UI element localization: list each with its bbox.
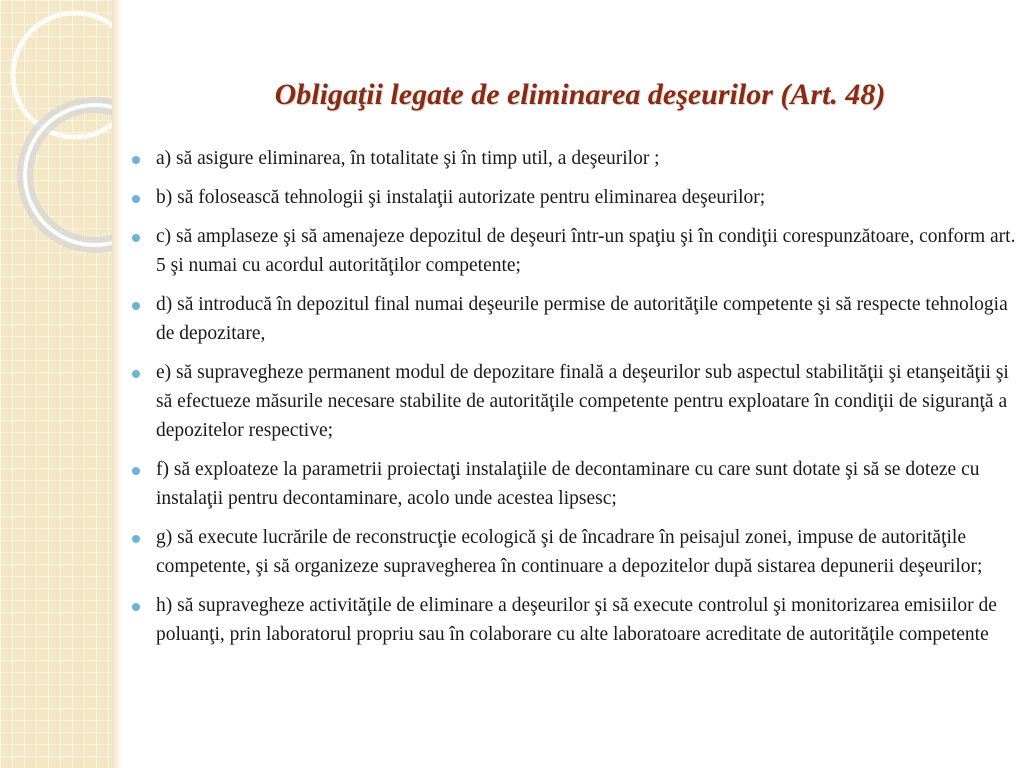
slide-title: Obligaţii legate de eliminarea deşeurilor (Art. 48)	[274, 78, 886, 111]
list-item	[132, 144, 1016, 173]
side-panel-edge	[112, 0, 122, 768]
bullet-dot-icon	[132, 302, 140, 310]
bullet-text: f) să exploateze la parametrii proiectaţi instalaţiile de decontaminare cu care sunt dotate şi să se doteze cu instalaţii pentru decontaminare, acolo unde acestea lipsesc;	[156, 459, 980, 509]
decorative-side-panel	[0, 0, 112, 768]
bullet-text: h) să supravegheze activităţile de eliminare a deşeurilor şi să execute controlul şi monitorizarea emisiilor de poluanţi, prin laboratorul propriu sau în colaborare cu alte laboratoare acreditate de autorităţile competente	[156, 595, 997, 645]
list-item	[132, 222, 1016, 280]
bullet-dot-icon	[132, 370, 140, 378]
bullet-dot-icon	[132, 467, 140, 475]
list-item	[132, 290, 1016, 348]
bullet-text: b) să folosească tehnologii şi instalaţii autorizate pentru eliminarea deşeurilor;	[156, 187, 766, 208]
list-item	[132, 523, 1016, 581]
bullet-text: c) să amplaseze şi să amenajeze depozitul de deşeuri într-un spaţiu şi în condiţii corespunzătoare, conform art. 5 şi numai cu acordul autorităţilor competente;	[156, 226, 1016, 276]
bullet-text: e) să supravegheze permanent modul de depozitare finală a deşeurilor sub aspectul stabilităţii şi etanşeităţii şi să efectueze măsurile necesare stabilite de autorităţile competente pentru exploatare în condiţii de siguranţă a depozitelor respective;	[156, 362, 1009, 441]
bullet-text: d) să introducă în depozitul final numai deşeurile permise de autorităţile competente şi să respecte tehnologia de depozitare,	[156, 294, 1008, 344]
list-item	[132, 455, 1016, 513]
decorative-circles	[0, 0, 112, 768]
list-item	[132, 183, 1016, 212]
bullet-dot-icon	[132, 156, 140, 164]
bullet-dot-icon	[132, 535, 140, 543]
bullet-dot-icon	[132, 195, 140, 203]
bullet-dot-icon	[132, 234, 140, 242]
list-item	[132, 591, 1016, 649]
list-item	[132, 358, 1016, 445]
bullet-text: g) să execute lucrările de reconstrucţie ecologică şi de încadrare în peisajul zonei, impuse de autorităţile competente, şi să organizeze supravegherea în continuare a depozitelor după sistarea depunerii deşeurilor;	[156, 527, 983, 577]
bullet-list	[132, 144, 1016, 659]
bullet-dot-icon	[132, 603, 140, 611]
bullet-text: a) să asigure eliminarea, în totalitate şi în timp util, a deşeurilor ;	[156, 148, 660, 169]
